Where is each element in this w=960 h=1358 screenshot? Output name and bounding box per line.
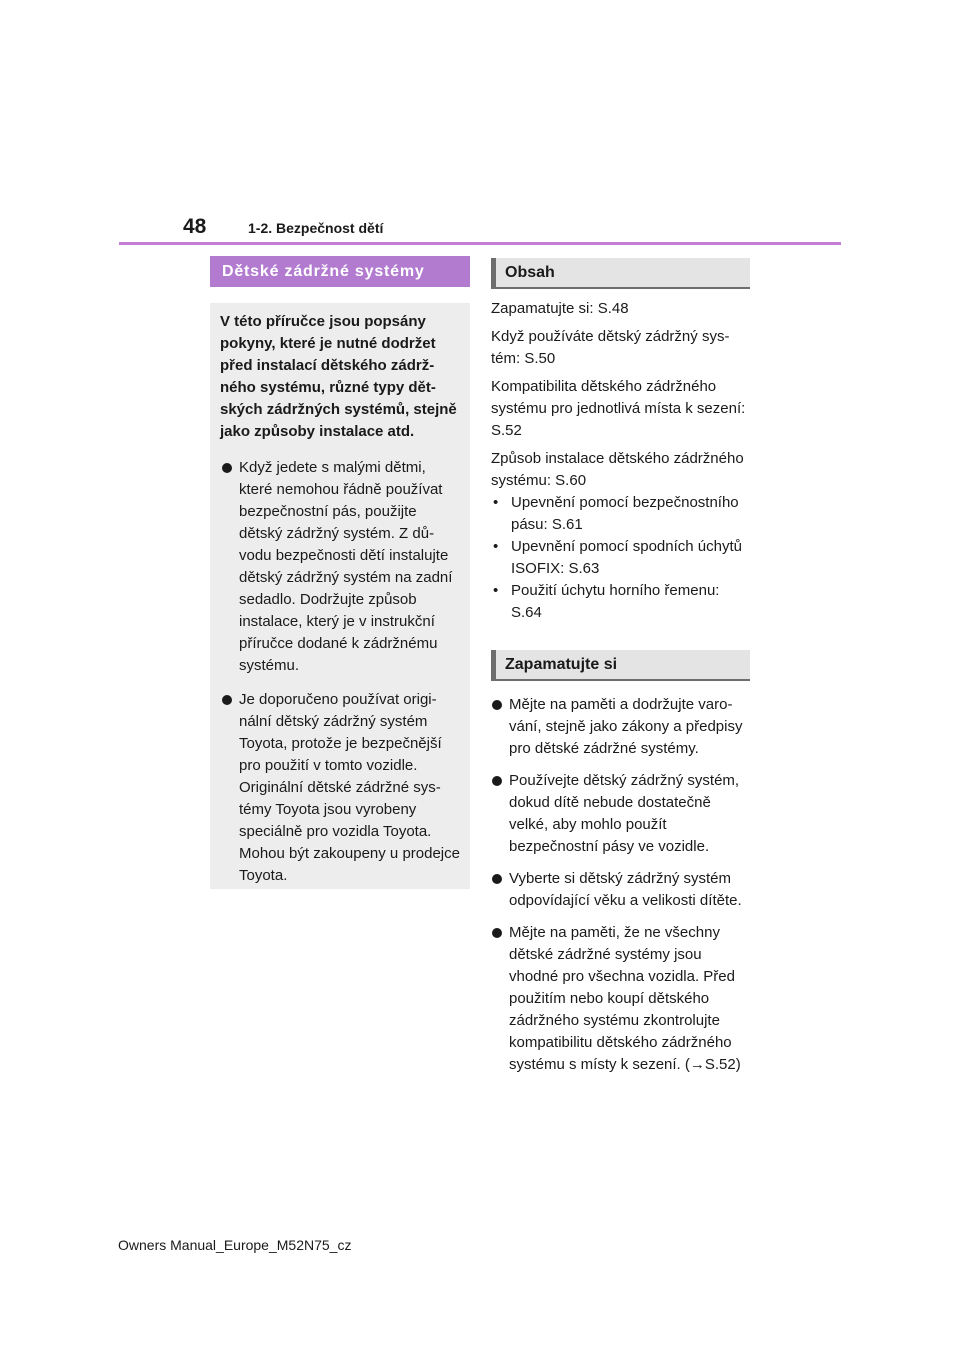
list-item: Mějte na paměti a dodržujte varování, stejně jako zákony a předpisy pro dětské zádržné systémy. <box>491 694 750 760</box>
contents-link[interactable]: Zapamatujte si: S.48 <box>491 300 629 317</box>
info-box <box>210 303 470 889</box>
bullet-icon <box>492 874 502 884</box>
footer-text: Owners Manual_Europe_M52N75_cz <box>118 1237 352 1253</box>
section-title: 1-2. Bezpečnost dětí <box>248 220 384 236</box>
bullet-icon <box>492 700 502 710</box>
bullet-icon <box>222 463 232 473</box>
section-heading: Dětské zádržné systémy <box>210 256 470 287</box>
list-item: Když jedete s malými dětmi, které nemohou řádně používat bezpečnostní pás, použijte dětský zádržný systém. Z důvodu bezpečnosti dětí instalujte dětský zádržný systém na zadní sedadlo. Dodržujte způsob instalace, který je v instrukční příručce dodané k zádržnému systému. <box>220 457 460 677</box>
contents-sub-link[interactable]: • Upevnění pomocí bezpečnostního pásu: S.61 <box>493 494 739 533</box>
contents-sub-link[interactable]: • Upevnění pomocí spodních úchytů ISOFIX: S.63 <box>493 538 742 577</box>
contents-sub-link[interactable]: • Použití úchytu horního řemenu: S.64 <box>493 582 720 621</box>
list-item: Mějte na paměti, že ne všechny dětské zádržné systémy jsou vhodné pro všechna vozidla. Před použitím nebo koupí dětského zádržného systému zkontrolujte kompatibilitu dětského zádržného systému s místy k sezení. (→S.52) <box>491 922 750 1076</box>
right-column <box>491 258 750 1086</box>
contents-link[interactable]: Když používáte dětský zádržný systém: S.50 <box>491 328 730 367</box>
contents-link[interactable]: Způsob instalace dětského zádržného systému: S.60 <box>491 450 744 489</box>
header-divider <box>119 242 841 245</box>
list-item: Používejte dětský zádržný systém, dokud dítě nebude dostatečně velké, aby mohlo použít bezpečnostní pásy ve vozidle. <box>491 770 750 858</box>
contents-heading: Obsah <box>491 258 750 289</box>
contents-link[interactable]: Kompatibilita dětského zádržného systému pro jednotlivá místa k sezení: S.52 <box>491 378 746 439</box>
info-bullet-list <box>220 457 460 887</box>
remember-heading: Zapamatujte si <box>491 650 750 681</box>
list-item: Je doporučeno používat originální dětský zádržný systém Toyota, protože je bezpečnější pro použití v tomto vozidle. Originální dětské zádržné systémy Toyota jsou vyrobeny speciálně pro vozidla Toyota. Mohou být zakoupeny u prodejce Toyota. <box>220 689 460 887</box>
left-column <box>210 256 470 889</box>
list-item: Vyberte si dětský zádržný systém odpovídající věku a velikosti dítěte. <box>491 868 750 912</box>
page-number: 48 <box>183 215 207 238</box>
remember-bullet-list <box>491 694 750 1076</box>
bullet-icon <box>222 695 232 705</box>
bullet-icon <box>492 928 502 938</box>
bullet-icon <box>492 776 502 786</box>
intro-text: V této příručce jsou popsány pokyny, které je nutné dodržet před instalací dětského zádržného systému, různé typy dětských zádržných systémů, stejně jako způsoby instalace atd. <box>220 313 457 440</box>
contents-list <box>491 298 750 624</box>
